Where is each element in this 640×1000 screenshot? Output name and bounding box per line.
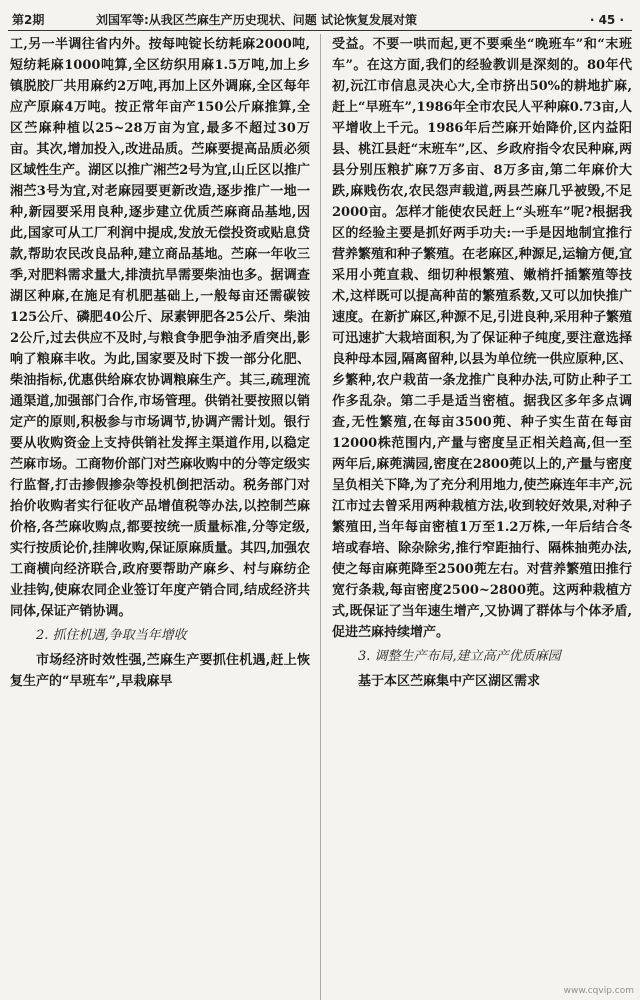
right-column <box>332 34 632 1000</box>
header-rule <box>8 30 632 31</box>
section-heading-2: 2. 抓住机遇,争取当年增收 <box>36 628 187 643</box>
right-paragraph-2: 基于本区苎麻集中产区湖区需求 <box>358 674 541 689</box>
left-paragraph-2: 市场经济时效性强,苎麻生产要抓住机遇,赶上恢复生产的“早班车”,早栽麻早 <box>10 653 310 689</box>
left-paragraph-1: 工,另一半调往省内外。按每吨锭长纺耗麻2000吨,短纺耗麻1000吨算,全区纺织用麻1.5万吨,加上乡镇脱胶厂共用麻约2万吨,再加上区外调麻,全区每年应产原麻4万吨。按正常年亩产150公斤麻推算,全区苎麻种植以25~28万亩为宜,最多不超过30万亩。其次,增加投入,改进品质。苎麻要提高品质必须区域性生产。湖区以推广湘苎2号为宜,山丘区以推广湘苎3号为宜,对老麻园要更新改造,逐步推广一地一种,新园要采用良种,逐步建立优质苎麻商品基地,因此,国家可从工厂利润中提成,发放无偿投资或贴息贷款,帮助农民改良品种,建立商品基地。苎麻一年收三季,对肥料需求量大,排渍抗旱需要柴油也多。据调查湖区种麻,在施足有机肥基础上,一般每亩还需碳铵125公斤、磷肥40公斤、尿素钾肥各25公斤、柴油2公斤,过去供应不及时,与粮食争肥争油矛盾突出,影响了粮麻丰收。为此,国家要及时下拨一部分化肥、柴油指标,优惠供给麻农协调粮麻生产。其三,疏理流通渠道,加强部门合作,市场管理。供销社要按照以销定产的原则,积极参与市场调节,协调产需计划。银行要从收购资金上支持供销社发挥主渠道作用,以稳定苎麻市场。工商物价部门对苎麻收购中的分等定级实行监督,打击掺假掺杂等投机倒把活动。税务部门对抬价收购者实行征收产品增值税等办法,以控制苎麻价格,各苎麻收购点,都要按统一质量标准,分等定级,实行按质论价,挂牌收购,保证原麻质量。其四,加强农工商横向经济联合,政府要帮助产麻乡、村与麻纺企业挂钩,使麻农同企业签订年度产销合同,结成经济共同体,保证产销协调。 <box>10 37 310 619</box>
page-number: · 45 · <box>589 13 624 27</box>
running-title: 刘国军等:从我区苎麻生产历史现状、问题 试论恢复发展对策 <box>96 13 417 27</box>
left-column <box>10 34 310 1000</box>
section-heading-3: 3. 调整生产布局,建立高产优质麻园 <box>358 649 561 664</box>
issue-label: 第2期 <box>12 13 45 27</box>
running-header <box>0 0 640 32</box>
column-divider <box>320 34 321 1000</box>
right-paragraph-1: 受益。不要一哄而起,更不要乘坐“晚班车”和“末班车”。在这方面,我们的经验教训是深刻的。80年代初,沅江市信息灵决心大,全市挤出50%的耕地扩麻,赶上“早班车”,1986年全市农民人平种麻0.73亩,人平增收上千元。1986年后苎麻开始降价,区内益阳县、桃江县赶“末班车”,区、乡政府指令农民种麻,两县分别压粮扩麻7万多亩、8万多亩,第二年麻价大跌,麻贱伤农,农民怨声载道,两县苎麻几乎被毁,不足2000亩。怎样才能使农民赶上“头班车”呢?根据我区的经验主要是抓好两手功夫:一手是因地制宜推行营养繁殖和种子繁殖。在老麻区,种源足,运输方便,宜采用小蔸直栽、细切种根繁殖、嫩梢扦插繁殖等技术,这样既可以提高种苗的繁殖系数,又可以加快推广速度。在新扩麻区,种源不足,引进良种,采用种子繁殖可迅速扩大栽培面积,为了保证种子纯度,要注意选择良种母本园,隔离留种,以县为单位统一供应原种,区、乡繁种,农户栽苗一条龙推广良种办法,可防止种子工作多乱杂。第二手是适当密植。据我区多年多点调查,无性繁殖,在每亩3500蔸、种子实生苗在每亩12000株范围内,产量与密度呈正相关趋高,但一至两年后,麻蔸满园,密度在2800蔸以上的,产量与密度呈负相关下降,为了充分利用地力,使苎麻连年丰产,沅江市过去曾采用两种栽植方法,收到较好效果,对种子繁殖田,当年每亩密植1万至1.2万株,一年后结合冬培或春培、除杂除劣,推行窄距抽行、隔株抽蔸办法,使之每亩麻蔸降至2500蔸左右。对营养繁殖田推行宽行条栽,每亩密度2500~2800蔸。这两种栽植方式,既保证了当年速生增产,又协调了群体与个体矛盾,促进苎麻持续增产。 <box>332 37 632 640</box>
watermark: www.cqvip.com <box>563 986 634 996</box>
